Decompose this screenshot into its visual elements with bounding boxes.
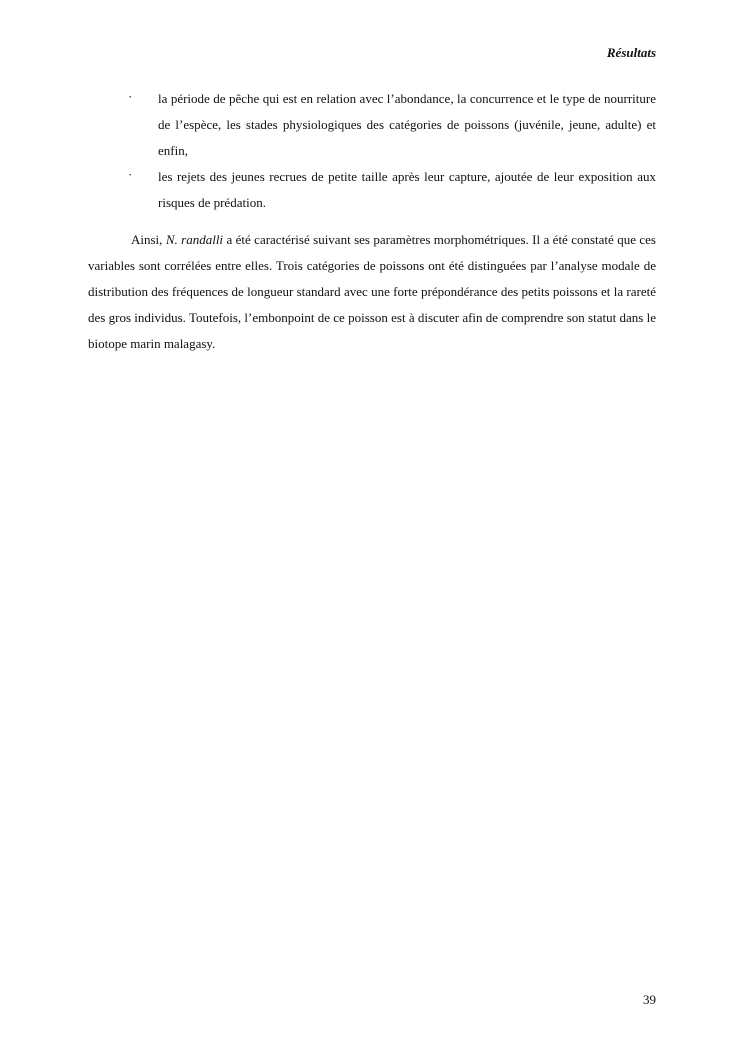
paragraph-rest: a été caractérisé suivant ses paramètres morphométriques. Il a été constaté que ces variables sont corrélées entre elles. Trois catégories de poissons ont été distinguées par l’analyse modale de distribution des fréquences de longueur standard avec une forte prépondérance des petits poissons et la rareté des gros individus. Toutefois, l’embonpoint de ce poisson est à discuter afin de comprendre son statut dans le biotope marin malagasy. xyxy=(88,232,656,351)
running-header-title: Résultats xyxy=(606,45,656,60)
bullet-marker-icon: · xyxy=(128,89,133,104)
bullet-marker-icon: · xyxy=(128,167,133,182)
page-number: 39 xyxy=(643,992,656,1007)
bullet-item-discards xyxy=(88,164,656,216)
bullet-text: les rejets des jeunes recrues de petite taille après leur capture, ajoutée de leur exposition aux risques de prédation. xyxy=(158,169,656,210)
bullet-list xyxy=(88,86,656,216)
paragraph-lead: Ainsi, xyxy=(131,232,166,247)
body-paragraph xyxy=(88,227,656,357)
bullet-item-fishing-period xyxy=(88,86,656,164)
bullet-text: la période de pêche qui est en relation avec l’abondance, la concurrence et le type de nourriture de l’espèce, les stades physiologiques des catégories de poissons (juvénile, jeune, adulte) et enfin, xyxy=(158,91,656,158)
species-name: N. randalli xyxy=(165,232,224,247)
